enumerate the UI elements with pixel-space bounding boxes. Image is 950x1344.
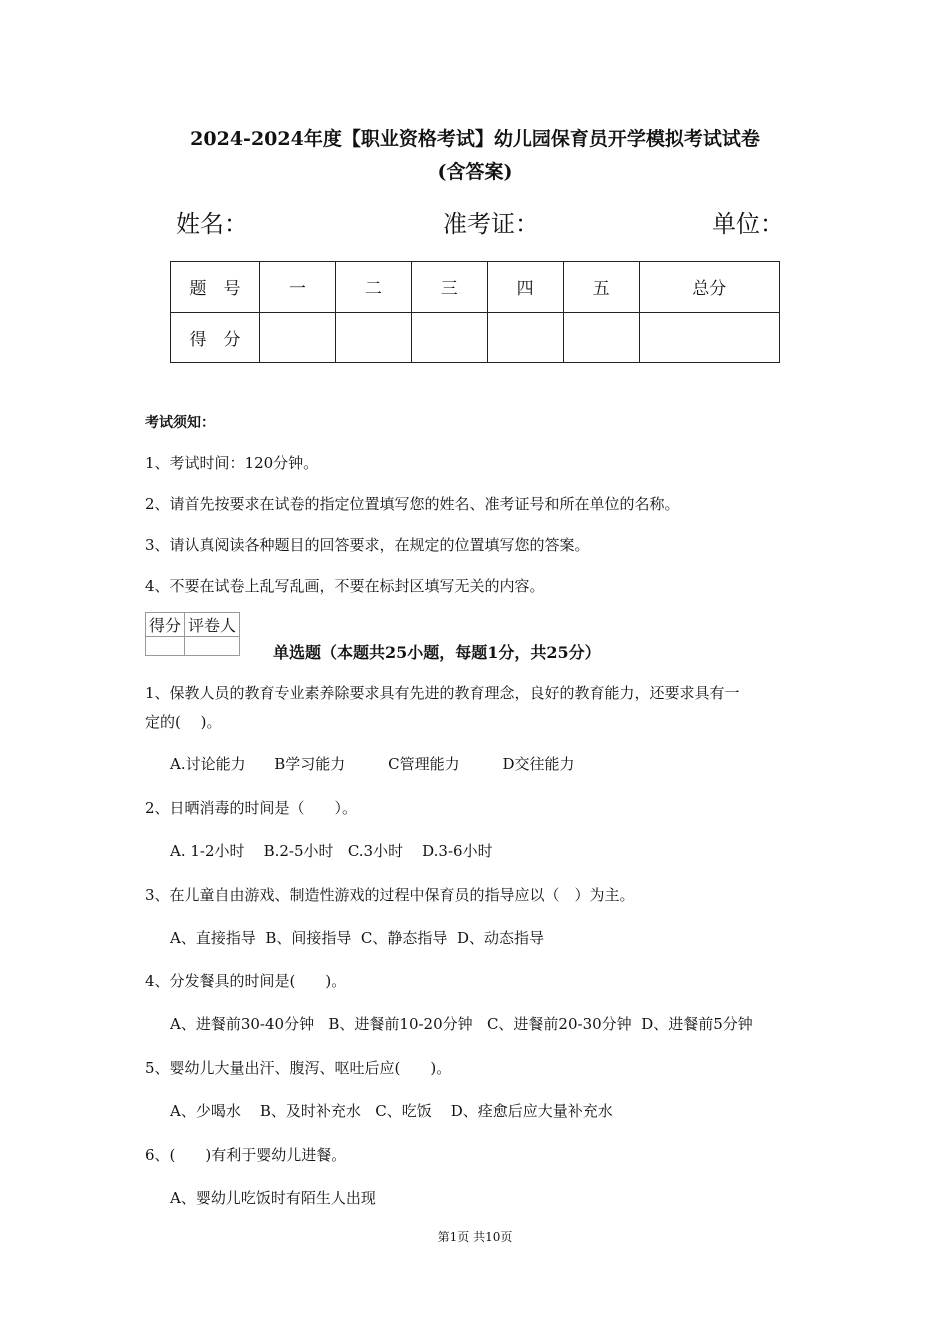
grader-score-cell[interactable] [146,637,185,656]
notice-item: 4、不要在试卷上乱写乱画，不要在标封区填写无关的内容。 [145,577,545,595]
question-2: 2、日晒消毒的时间是（ ）。 [145,799,358,817]
question-2-options: A. 1-2小时 B.2-5小时 C.3小时 D.3-6小时 [170,842,493,860]
question-6: 6、( )有利于婴幼儿进餐。 [145,1146,347,1164]
score-cell[interactable] [563,312,639,363]
notice-title: 考试须知： [145,415,215,431]
section-title: 单选题（本题共25小题，每题1分，共25分） [273,643,601,662]
question-6-option-a: A、婴幼儿吃饭时有陌生人出现 [170,1189,376,1207]
header-cell: 五 [563,262,639,313]
score-cell[interactable] [411,312,487,363]
exam-subtitle: (含答案) [437,161,513,183]
exam-id-field-label: 准考证： [443,210,539,238]
question-4: 4、分发餐具的时间是( )。 [145,972,347,990]
notice-item: 1、考试时间：120分钟。 [145,454,319,472]
score-row-label: 得 分 [171,312,260,363]
question-1-options: A.讨论能力 B学习能力 C管理能力 D交往能力 [170,755,575,773]
header-cell: 总分 [639,262,779,313]
grader-box [145,612,240,656]
question-1-cont: 定的( )。 [145,713,222,731]
grader-name-label: 评卷人 [185,613,240,637]
score-table [170,261,780,363]
score-table-header-row [171,262,780,313]
question-5: 5、婴幼儿大量出汗、腹泻、呕吐后应( )。 [145,1059,452,1077]
header-cell: 三 [411,262,487,313]
question-1: 1、保教人员的教育专业素养除要求具有先进的教育理念，良好的教育能力，还要求具有一 [145,684,740,702]
question-4-options: A、进餐前30-40分钟 B、进餐前10-20分钟 C、进餐前20-30分钟 D、进餐前5分钟 [170,1015,753,1033]
grader-score-label: 得分 [146,613,185,637]
notice-item: 2、请首先按要求在试卷的指定位置填写您的姓名、准考证号和所在单位的名称。 [145,495,680,513]
header-cell: 一 [260,262,336,313]
notice-item: 3、请认真阅读各种题目的回答要求，在规定的位置填写您的答案。 [145,536,590,554]
page-footer: 第1页 共10页 [437,1230,513,1244]
score-table-score-row [171,312,780,363]
question-5-options: A、少喝水 B、及时补充水 C、吃饭 D、痊愈后应大量补充水 [170,1102,613,1120]
header-cell: 四 [487,262,563,313]
score-cell[interactable] [639,312,779,363]
score-cell[interactable] [260,312,336,363]
unit-field-label: 单位： [712,210,784,238]
question-3: 3、在儿童自由游戏、制造性游戏的过程中保育员的指导应以（ ）为主。 [145,886,635,904]
header-cell: 二 [335,262,411,313]
score-cell[interactable] [487,312,563,363]
score-cell[interactable] [335,312,411,363]
name-field-label: 姓名： [176,210,248,238]
exam-title: 2024-2024年度【职业资格考试】幼儿园保育员开学模拟考试试卷 [190,128,760,150]
grader-name-cell[interactable] [185,637,240,656]
question-3-options: A、直接指导 B、间接指导 C、静态指导 D、动态指导 [170,929,544,947]
header-cell: 题 号 [171,262,260,313]
